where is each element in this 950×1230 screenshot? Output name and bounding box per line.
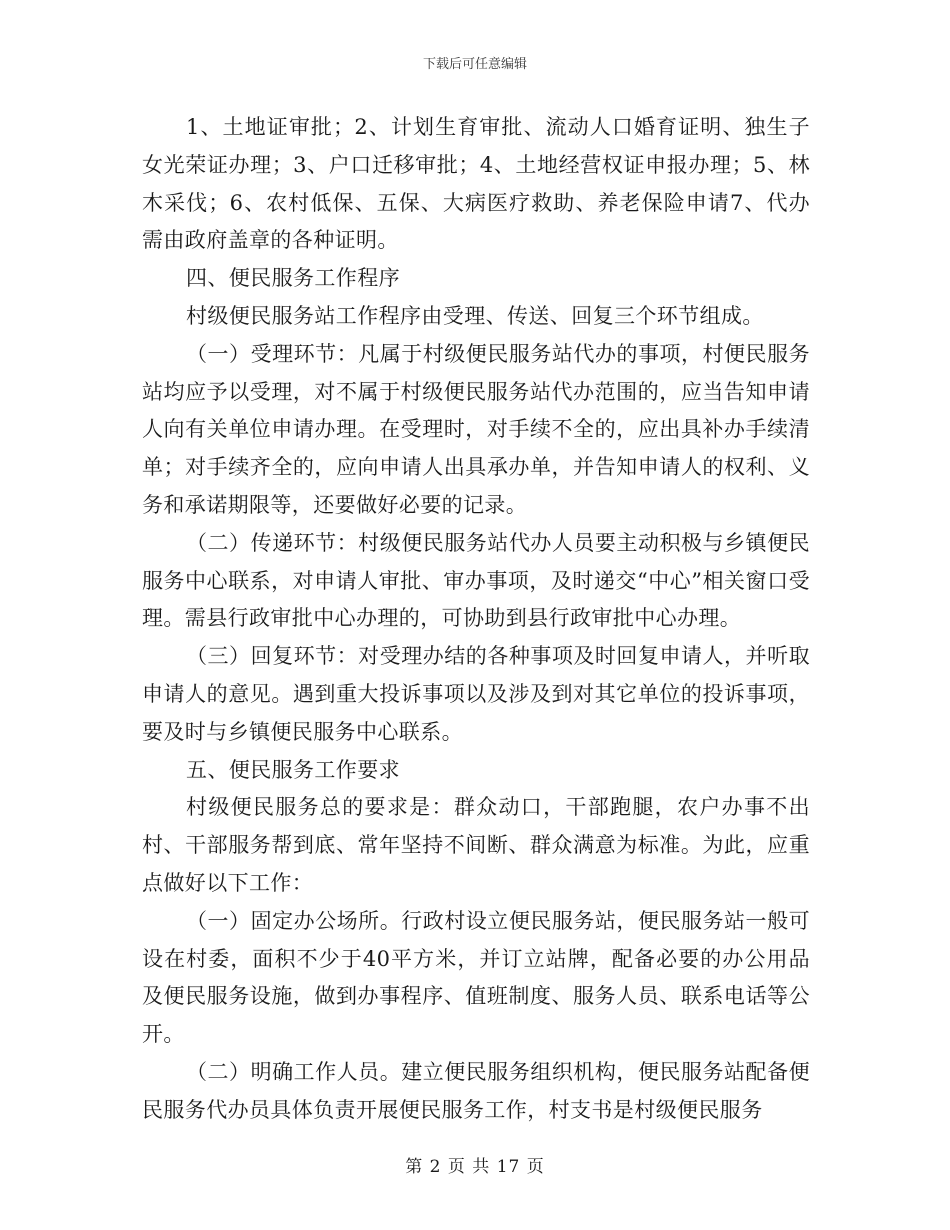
section-heading-5: 五、便民服务工作要求 — [186, 757, 400, 782]
paragraph-step-3: （三）回复环节：对受理办结的各种事项及时回复申请人，并听取申请人的意见。遇到重大投诉事项以及涉及到对其它单位的投诉事项，要及时与乡镇便民服务中心联系。 — [142, 644, 810, 744]
document-body — [142, 109, 810, 1130]
page-header: 下载后可任意编辑 — [422, 57, 527, 72]
paragraph-items-list: 1、土地证审批；2、计划生育审批、流动人口婚育证明、独生子女光荣证办理；3、户口迁移审批；4、土地经营权证申报办理；5、林木采伐；6、农村低保、五保、大病医疗救助、养老保险申请7、代办需由政府盖章的各种证明。 — [142, 115, 810, 253]
paragraph-req-2: （二）明确工作人员。建立便民服务组织机构，便民服务站配备便民服务代办员具体负责开展便民服务工作，村支书是村级便民服务 — [142, 1059, 810, 1122]
paragraph-section-4-intro: 村级便民服务站工作程序由受理、传送、回复三个环节组成。 — [186, 303, 764, 328]
paragraph-req-1: （一）固定办公场所。行政村设立便民服务站，便民服务站一般可设在村委，面积不少于40平方米，并订立站牌，配备必要的办公用品及便民服务设施，做到办事程序、值班制度、服务人员、联系电话等公开。 — [142, 908, 810, 1047]
section-heading-4: 四、便民服务工作程序 — [186, 266, 400, 291]
paragraph-step-2: （二）传递环节：村级便民服务站代办人员要主动积极与乡镇便民服务中心联系，对申请人审批、审办事项，及时递交“中心”相关窗口受理。需县行政审批中心办理的，可协助到县行政审批中心办理。 — [142, 530, 810, 631]
paragraph-step-1: （一）受理环节：凡属于村级便民服务站代办的事项，村便民服务站均应予以受理，对不属于村级便民服务站代办范围的，应当告知申请人向有关单位申请办理。在受理时，对手续不全的，应出具补办手续清单；对手续齐全的，应向申请人出具承办单，并告知申请人的权利、义务和承诺期限等，还要做好必要的记录。 — [142, 341, 810, 517]
page-footer: 第 2 页 共 17 页 — [405, 1157, 545, 1177]
paragraph-section-5-intro: 村级便民服务总的要求是：群众动口，干部跑腿，农户办事不出村、干部服务帮到底、常年坚持不间断、群众满意为标准。为此，应重点做好以下工作： — [142, 795, 810, 895]
